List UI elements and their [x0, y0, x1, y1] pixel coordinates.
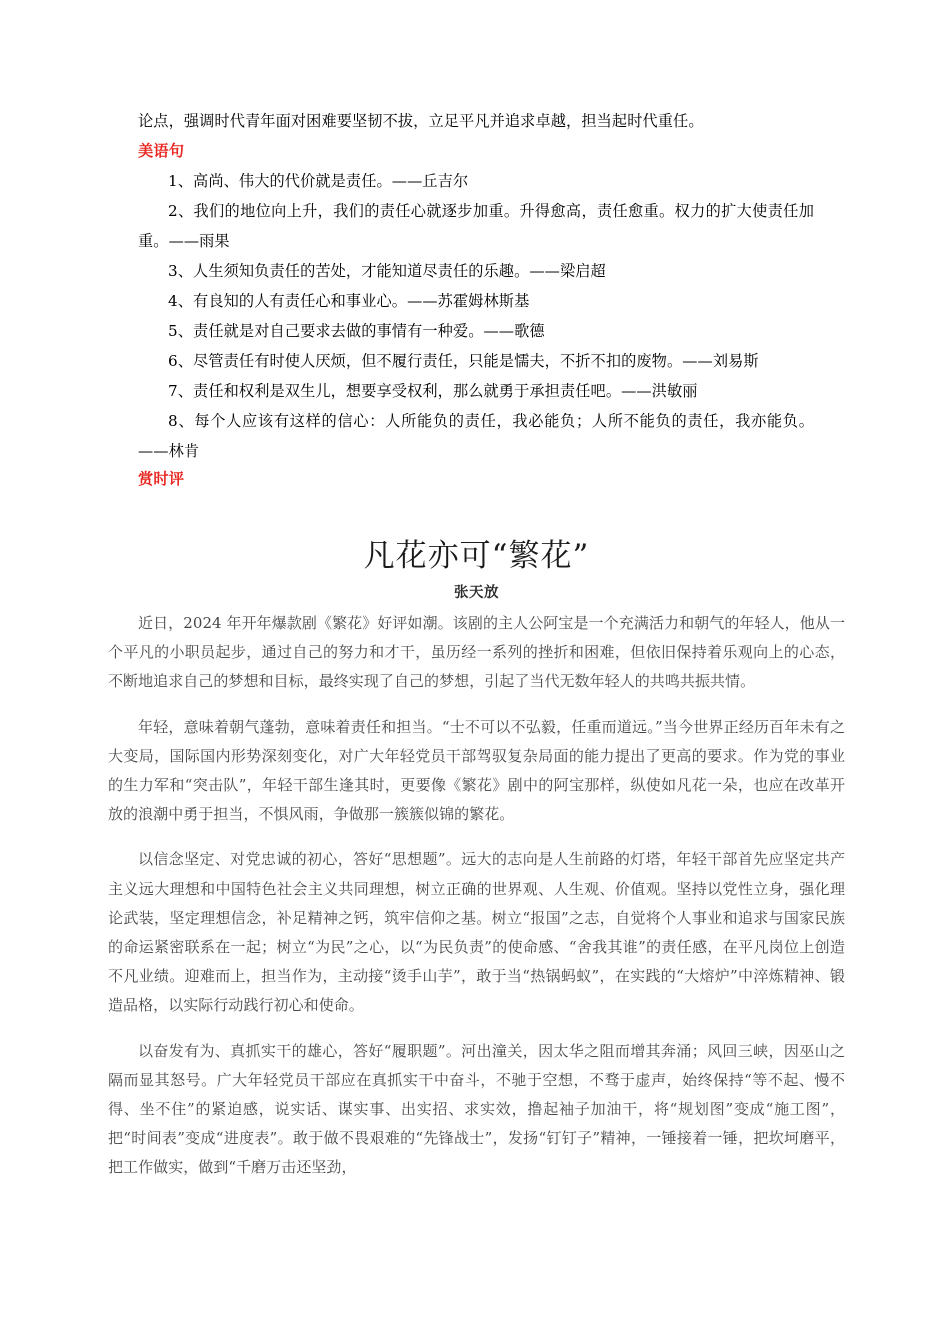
article-paragraph: 年轻，意味着朝气蓬勃，意味着责任和担当。“士不可以不弘毅，任重而道远。”当今世界正经历百年未有之大变局，国际国内形势深刻变化，对广大年轻党员干部驾驭复杂局面的能力提出了更高的要求。作为党的事业的生力军和“突击队”，年轻干部生逢其时，更要像《繁花》剧中的阿宝那样，纵使如凡花一朵，也应在改革开放的浪潮中勇于担当，不惧风雨，争做那一簇簇似锦的繁花。 [108, 717, 845, 824]
article-title: 凡花亦可“繁花” [363, 538, 590, 574]
article-byline: 张天放 [454, 584, 499, 601]
section-heading-meiyuju: 美语句 [138, 142, 185, 160]
list-item: 5、责任就是对自己要求去做的事情有一种爱。——歌德 [168, 322, 545, 340]
list-item: 1、高尚、伟大的代价就是责任。——丘吉尔 [168, 172, 469, 190]
article-region [108, 533, 845, 1183]
list-item: 6、尽管责任有时使人厌烦，但不履行责任，只能是懦夫，不折不扣的废物。——刘易斯 [168, 352, 759, 370]
article-paragraph: 以信念坚定、对党忠诚的初心，答好“思想题”。远大的志向是人生前路的灯塔，年轻干部首先应坚定共产主义远大理想和中国特色社会主义共同理想，树立正确的世界观、人生观、价值观。坚持以党性立身，强化理论武装，坚定理想信念，补足精神之钙，筑牢信仰之基。树立“报国”之志，自觉将个人事业和追求与国家民族的命运紧密联系在一起；树立“为民”之心，以“为民负责”的使命感、“舍我其谁”的责任感，在平凡岗位上创造不凡业绩。迎难而上，担当作为，主动接“烫手山芋”，敢于当“热锅蚂蚁”，在实践的“大熔炉”中淬炼精神、锻造品格，以实际行动践行初心和使命。 [108, 850, 845, 1015]
quote-list-region [138, 108, 814, 494]
list-item: 8、每个人应该有这样的信心：人所能负的责任，我必能负；人所不能负的责任，我亦能负。——林肯 [138, 412, 814, 460]
list-item: 3、人生须知负责任的苦处，才能知道尽责任的乐趣。——梁启超 [168, 262, 606, 280]
list-item: 7、责任和权利是双生儿，想要享受权利，那么就勇于承担责任吧。——洪敏丽 [168, 382, 698, 400]
list-item: 2、我们的地位向上升，我们的责任心就逐步加重。升得愈高，责任愈重。权力的扩大使责任加重。——雨果 [138, 202, 814, 250]
article-paragraph: 以奋发有为、真抓实干的雄心，答好“履职题”。河出潼关，因太华之阻而增其奔涌；风回三峡，因巫山之隔而显其怒号。广大年轻党员干部应在真抓实干中奋斗，不驰于空想，不骛于虚声，始终保持“等不起、慢不得、坐不住”的紧迫感，说实话、谋实事、出实招、求实效，撸起袖子加油干，将“规划图”变成“施工图”，把“时间表”变成“进度表”。敢于做不畏艰难的“先锋战士”，发扬“钉钉子”精神，一锤接着一锤，把坎坷磨平，把工作做实，做到“千磨万击还坚劲， [108, 1041, 845, 1177]
section-heading-shangshiping: 赏时评 [138, 470, 185, 488]
lead-paragraph: 论点，强调时代青年面对困难要坚韧不拔，立足平凡并追求卓越，担当起时代重任。 [138, 112, 704, 130]
article-paragraph: 近日，2024 年开年爆款剧《繁花》好评如潮。该剧的主人公阿宝是一个充满活力和朝气的年轻人，他从一个平凡的小职员起步，通过自己的努力和才干，虽历经一系列的挫折和困难，但依旧保持着乐观向上的心态，不断地追求自己的梦想和目标，最终实现了自己的梦想，引起了当代无数年轻人的共鸣共振共情。 [108, 614, 845, 691]
list-item: 4、有良知的人有责任心和事业心。——苏霍姆林斯基 [168, 292, 530, 310]
